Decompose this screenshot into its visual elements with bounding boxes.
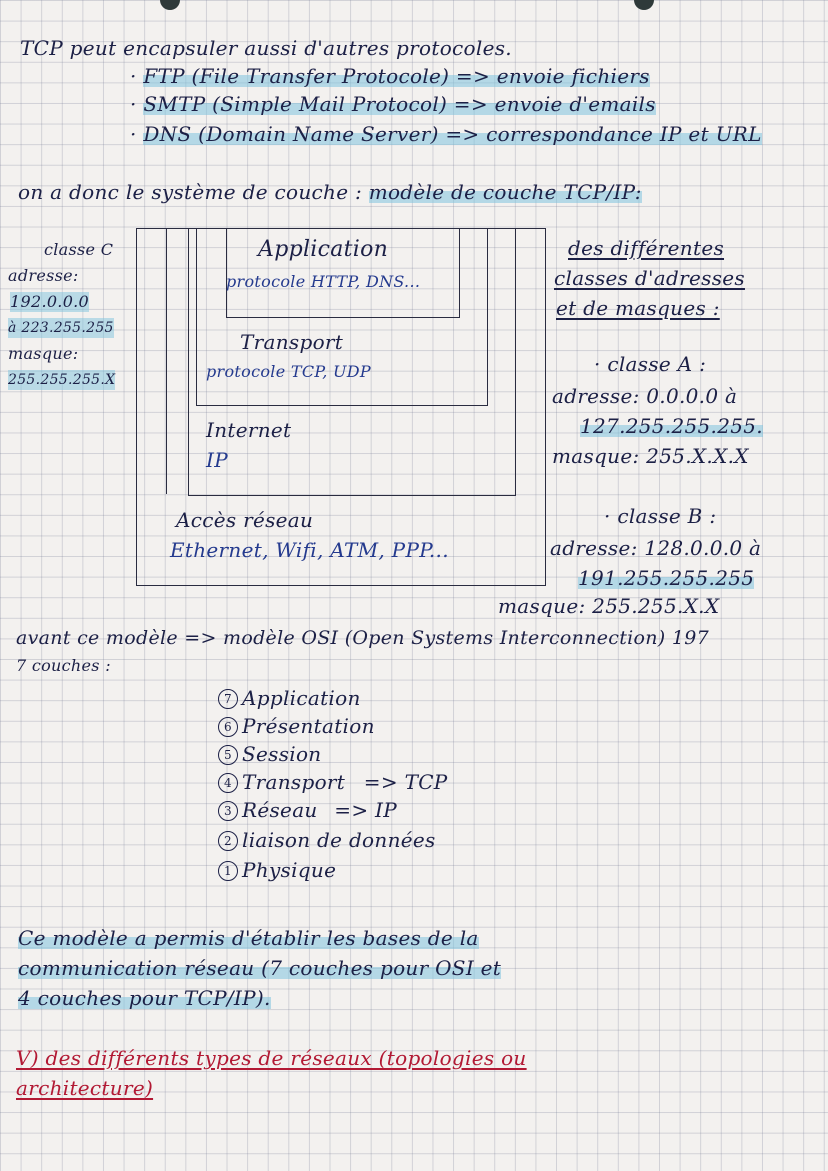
osi-intro: avant ce modèle => modèle OSI (Open Systems Interconnection) 197 — [16, 627, 709, 649]
osi-layer: 6 Présentation — [218, 714, 375, 738]
classe-c-masque: 255.255.255.X — [8, 372, 116, 388]
osi-layer: 1 Physique — [218, 858, 336, 882]
intro-line: TCP peut encapsuler aussi d'autres protocoles. — [20, 36, 512, 60]
layer-application-desc: protocole HTTP, DNS... — [226, 272, 421, 291]
osi-layer: 4 Transport => TCP — [218, 770, 448, 794]
osi-layer: 3 Réseau => IP — [218, 798, 397, 822]
layer-acces-title: Accès réseau — [176, 508, 314, 532]
classe-c-adresse-to: à 223.255.255 — [8, 320, 114, 336]
osi-count: 7 couches : — [16, 656, 111, 675]
intro-item-dns: · DNS (Domain Name Server) => correspondance IP et URL — [130, 122, 762, 146]
classe-a-title: · classe A : — [594, 352, 707, 376]
intro-item-smtp: · SMTP (Simple Mail Protocol) => envoie d'emails — [130, 92, 656, 116]
classe-c-adresse-label: adresse: — [8, 266, 79, 285]
layer-internet-title: Internet — [206, 418, 292, 442]
classe-b-adresse: adresse: 128.0.0.0 à — [550, 536, 762, 560]
layer-application-title: Application — [258, 237, 389, 262]
conclusion-line3: 4 couches pour TCP/IP). — [18, 986, 271, 1010]
classe-b-adresse-to: 191.255.255.255 — [578, 566, 755, 590]
osi-layer: 2 liaison de données — [218, 828, 436, 852]
binder-hole — [634, 0, 654, 10]
conclusion-line2: communication réseau (7 couches pour OSI et — [18, 956, 502, 980]
section-title-line2: architecture) — [16, 1076, 154, 1100]
model-line: on a donc le système de couche : modèle de couche TCP/IP: — [18, 180, 642, 204]
classe-c-masque-label: masque: — [8, 344, 79, 363]
classe-a-masque: masque: 255.X.X.X — [552, 444, 749, 468]
classe-b-title: · classe B : — [604, 504, 717, 528]
osi-layer: 7 Application — [218, 686, 361, 710]
classe-c-adresse-from: 192.0.0.0 — [10, 292, 90, 311]
layer-internet-desc: IP — [206, 448, 228, 472]
section-title-line1: V) des différents types de réseaux (topologies ou — [16, 1046, 527, 1070]
conclusion-line1: Ce modèle a permis d'établir les bases de la — [18, 926, 479, 950]
layer-transport-desc: protocole TCP, UDP — [206, 362, 371, 381]
layer-acces-desc: Ethernet, Wifi, ATM, PPP... — [170, 538, 449, 562]
layer-divider — [166, 228, 167, 494]
classes-header-line3: et de masques : — [556, 296, 720, 320]
classes-header-line1: des différentes — [568, 236, 725, 260]
classe-a-adresse: adresse: 0.0.0.0 à — [552, 384, 738, 408]
classe-a-adresse-to: 127.255.255.255. — [580, 414, 763, 438]
layer-transport-title: Transport — [240, 330, 344, 354]
intro-item-ftp: · FTP (File Transfer Protocole) => envoie fichiers — [130, 64, 650, 88]
binder-hole — [160, 0, 180, 10]
classe-c-title: classe C — [44, 240, 114, 259]
classes-header-line2: classes d'adresses — [554, 266, 745, 290]
osi-layer: 5 Session — [218, 742, 321, 766]
classe-b-masque: masque: 255.255.X.X — [498, 594, 720, 618]
